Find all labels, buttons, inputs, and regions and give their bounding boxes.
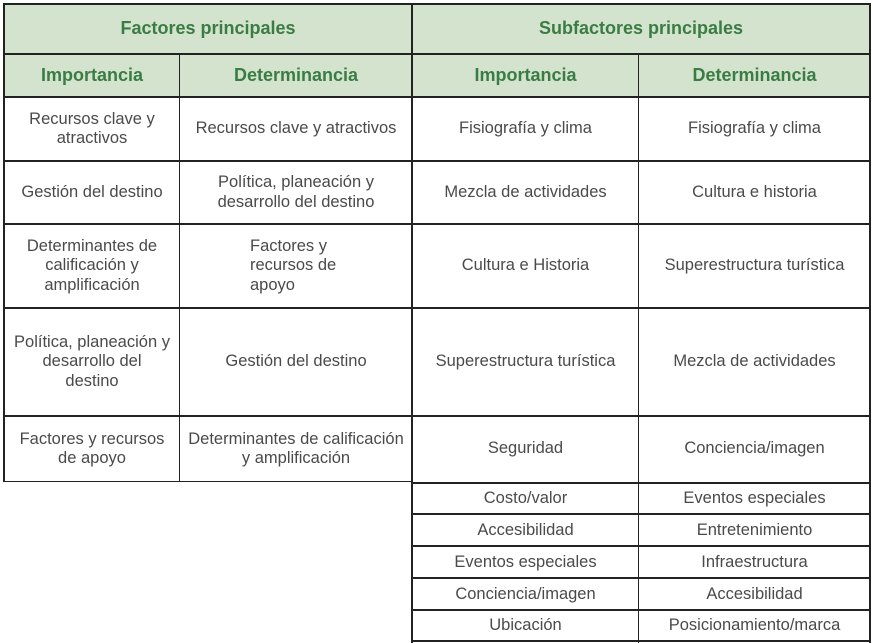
rule: [4, 415, 871, 417]
table-cell: Superestructura turística: [664, 256, 845, 275]
rule: [3, 3, 5, 482]
table-cell: Fisiografía y clima: [688, 119, 821, 138]
table-cell: Eventos especiales: [454, 552, 597, 571]
col-header-determinancia-subfactores: Determinancia: [639, 54, 870, 97]
table-cell: Seguridad: [487, 439, 564, 458]
rule: [4, 223, 871, 225]
col-header-importancia-factores: Importancia: [4, 54, 180, 97]
table-cell: Política, planeación y desarrollo del destino: [14, 332, 170, 390]
table-cell: Recursos clave y atractivos: [29, 109, 155, 147]
rule: [412, 577, 871, 579]
table-cell: Determinantes de calificación y amplificación: [26, 236, 158, 294]
table-cell: Infraestructura: [701, 552, 808, 571]
table-cell: Fisiografía y clima: [459, 119, 592, 138]
table-cell: Gestión del destino: [225, 352, 367, 371]
rule: [4, 160, 871, 162]
rule: [638, 53, 639, 643]
table-cell: Ubicación: [489, 616, 562, 635]
table-cell: Gestión del destino: [21, 182, 163, 201]
table-cell: Conciencia/imagen: [684, 439, 825, 458]
table-cell: Accesibilidad: [706, 584, 803, 603]
rule: [412, 545, 871, 547]
table-cell: Posicionamiento/marca: [668, 616, 841, 635]
col-header-determinancia-factores: Determinancia: [180, 54, 412, 97]
table-cell: Determinantes de calificación y amplificación: [188, 429, 404, 467]
rule: [412, 482, 871, 484]
table-cell: Costo/valor: [483, 489, 568, 508]
rule: [4, 53, 871, 55]
col-header-importancia-subfactores: Importancia: [412, 54, 639, 97]
rule: [4, 307, 871, 309]
table-cell: Cultura e Historia: [461, 256, 590, 275]
rule: [412, 513, 871, 515]
table-cell: Superestructura turística: [435, 352, 616, 371]
rule: [412, 640, 871, 642]
rule: [411, 3, 413, 643]
table-cell: Accesibilidad: [477, 520, 574, 539]
table-cell: Entretenimiento: [696, 520, 813, 539]
table-cell: Cultura e historia: [692, 182, 817, 201]
table-cell: Política, planeación y desarrollo del destino: [217, 173, 375, 211]
rule: [4, 3, 871, 5]
group-header-factores: Factores principales: [4, 4, 412, 54]
rule: [4, 96, 871, 98]
rule: [412, 609, 871, 611]
rule: [179, 53, 180, 482]
rule: [869, 3, 871, 643]
table-cell: Factores y recursos de apoyo: [19, 429, 165, 467]
group-header-subfactores: Subfactores principales: [412, 4, 870, 54]
table-cell: Conciencia/imagen: [455, 584, 596, 603]
table-cell: Mezcla de actividades: [673, 352, 836, 371]
table-cell: Factores y recursos de apoyo: [250, 236, 337, 294]
table-cell: Mezcla de actividades: [444, 182, 607, 201]
table-cell: Recursos clave y atractivos: [195, 119, 397, 138]
table-cell: Eventos especiales: [683, 489, 826, 508]
rule: [4, 481, 412, 482]
